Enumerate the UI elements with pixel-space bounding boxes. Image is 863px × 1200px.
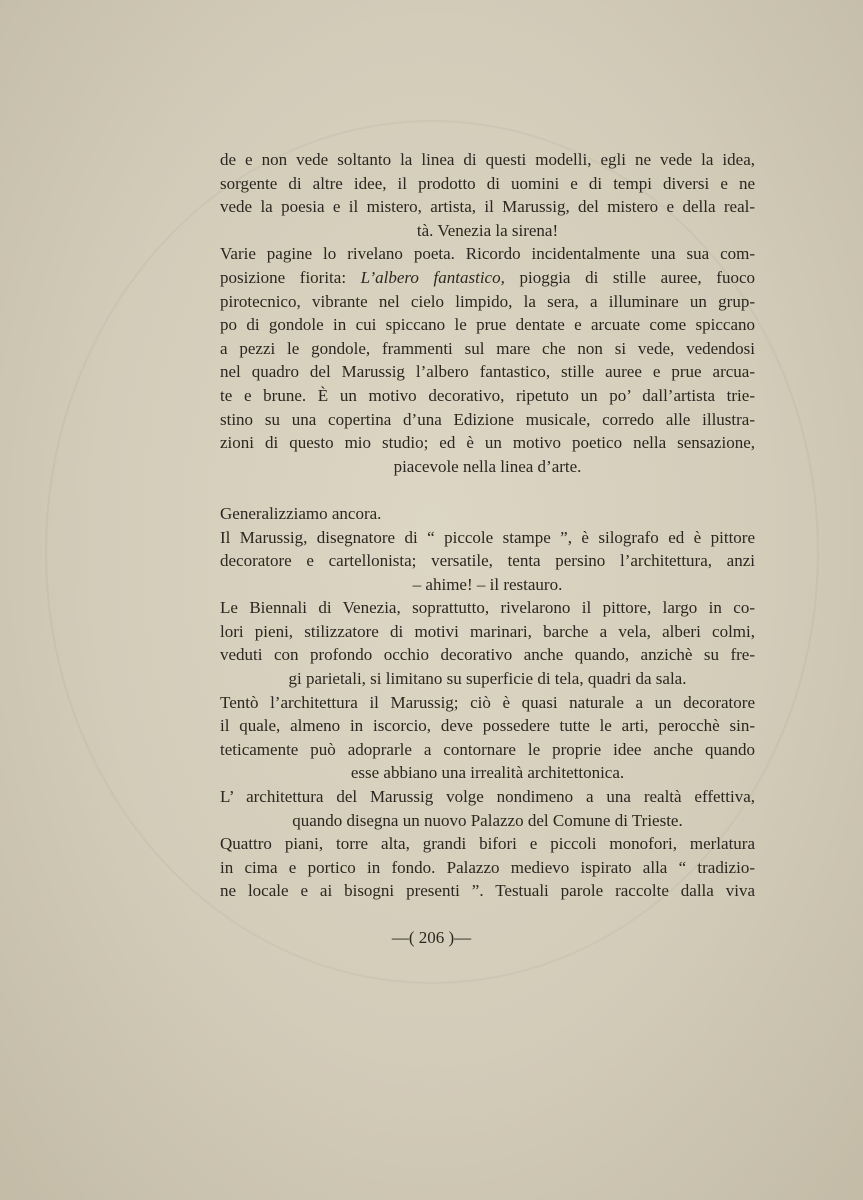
text-line: in cima e portico in fondo. Palazzo medievo ispirato alla “ tradizio- [220,857,755,877]
text-line: Tentò l’architettura il Marussig; ciò è quasi naturale a un decoratore [220,692,755,712]
text-line: ne locale e ai bisogni presenti ”. Testuali parole raccolte dalla viva [220,881,755,901]
page-number: —( 206 )— [391,928,472,947]
text-line: te e brune. È un motivo decorativo, ripetuto un po’ dall’artista trie- [220,385,755,405]
text-line: L’ architettura del Marussig volge nondimeno a una realtà effettiva, [220,787,755,807]
text-line: lori pieni, stilizzatore di motivi marinari, barche a vela, alberi colmi, [220,621,755,641]
text-line: stino su una copertina d’una Edizione musicale, corredo alle illustra- [220,409,755,429]
text-line: esse abbiano una irrealità architettonica. [350,763,625,783]
text-line: decoratore e cartellonista; versatile, tenta persino l’architettura, anzi [220,551,755,571]
text-line: vede la poesia e il mistero, artista, il Marussig, del mistero e della real- [220,197,755,217]
text-line: veduti con profondo occhio decorativo anche quando, anzichè su fre- [220,645,755,665]
text-line: de e non vede soltanto la linea di questi modelli, egli ne vede la idea, [220,150,755,169]
text-line: – ahime! – il restauro. [412,574,563,594]
text-line: Varie pagine lo rivelano poeta. Ricordo incidentalmente una sua com- [220,244,755,264]
text-line: sorgente di altre idee, il prodotto di uomini e di tempi diversi e ne [220,173,755,193]
paragraph-gap [220,478,755,502]
line-rest: pioggia di stille auree, fuoco [504,267,755,287]
text-line: piacevole nella linea d’arte. [393,456,582,476]
text-line: zioni di questo mio studio; ed è un motivo poetico nella sensazione, [220,433,755,453]
text-line: il quale, almeno in iscorcio, deve possedere tutte le arti, perocchè sin- [220,716,755,736]
body-text [220,148,755,903]
text-line: pirotecnico, vibrante nel cielo limpido, la sera, a illuminare un grup- [220,291,755,311]
line-lead: posizione fiorita: [220,267,361,287]
text-line: a pezzi le gondole, frammenti sul mare che non si vede, vedendosi [220,338,755,358]
text-line: Il Marussig, disegnatore di “ piccole stampe ”, è silografo ed è pittore [220,527,755,547]
text-line: Le Biennali di Venezia, soprattutto, rivelarono il pittore, largo in co- [220,598,755,618]
text-line-with-title [220,266,755,290]
text-line: teticamente può adoprarle a contornare le proprie idee anche quando [220,739,755,759]
text-line: Generalizziamo ancora. [220,503,382,523]
artwork-title: L’albero fantastico, [360,267,505,287]
text-line: nel quadro del Marussig l’albero fantastico, stille auree e prue arcua- [220,362,755,382]
text-line: Quattro piani, torre alta, grandi bifori e piccoli monofori, merlatura [220,834,755,854]
text-line: po di gondole in cui spiccano le prue dentate e arcuate come spiccano [220,315,755,335]
text-line: gi parietali, si limitano su superficie di tela, quadri da sala. [288,669,687,689]
text-line: tà. Venezia la sirena! [416,220,559,240]
text-line: quando disegna un nuovo Palazzo del Comune di Trieste. [292,810,683,830]
